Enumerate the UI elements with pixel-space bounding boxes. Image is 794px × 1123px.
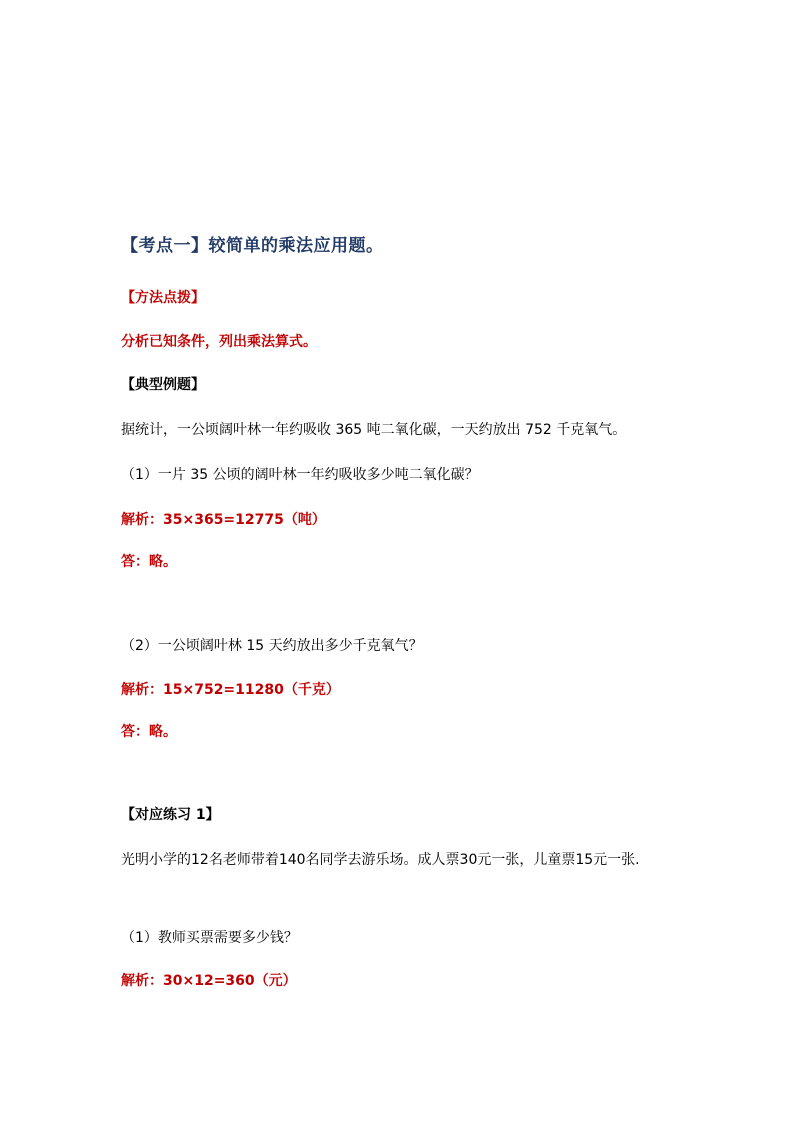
example-heading: 【典型例题】 — [121, 377, 205, 393]
practice-heading: 【对应练习 1】 — [121, 807, 220, 823]
example-answer-2: 解析：15×752=11280（千克） — [121, 682, 340, 698]
example-answer-1: 解析：35×365=12775（吨） — [121, 512, 326, 528]
practice-answer-1: 解析：30×12=360（元） — [121, 973, 297, 989]
practice-problem: 光明小学的12名老师带着140名同学去游乐场。成人票30元一张，儿童票15元一张. — [121, 852, 640, 868]
example-question-1: （1）一片 35 公顷的阔叶林一年约吸收多少吨二氧化碳？ — [121, 467, 479, 483]
example-reply-1: 答：略。 — [121, 554, 177, 570]
method-text: 分析已知条件，列出乘法算式。 — [121, 334, 317, 350]
method-heading: 【方法点拨】 — [121, 290, 205, 306]
practice-question-1: （1）教师买票需要多少钱？ — [121, 930, 298, 946]
example-reply-2: 答：略。 — [121, 724, 177, 740]
example-question-2: （2）一公顷阔叶林 15 天约放出多少千克氧气？ — [121, 638, 423, 654]
example-problem: 据统计，一公顷阔叶林一年约吸收 365 吨二氧化碳，一天约放出 752 千克氧气。 — [121, 422, 627, 438]
section-title: 【考点一】较简单的乘法应用题。 — [121, 236, 384, 256]
